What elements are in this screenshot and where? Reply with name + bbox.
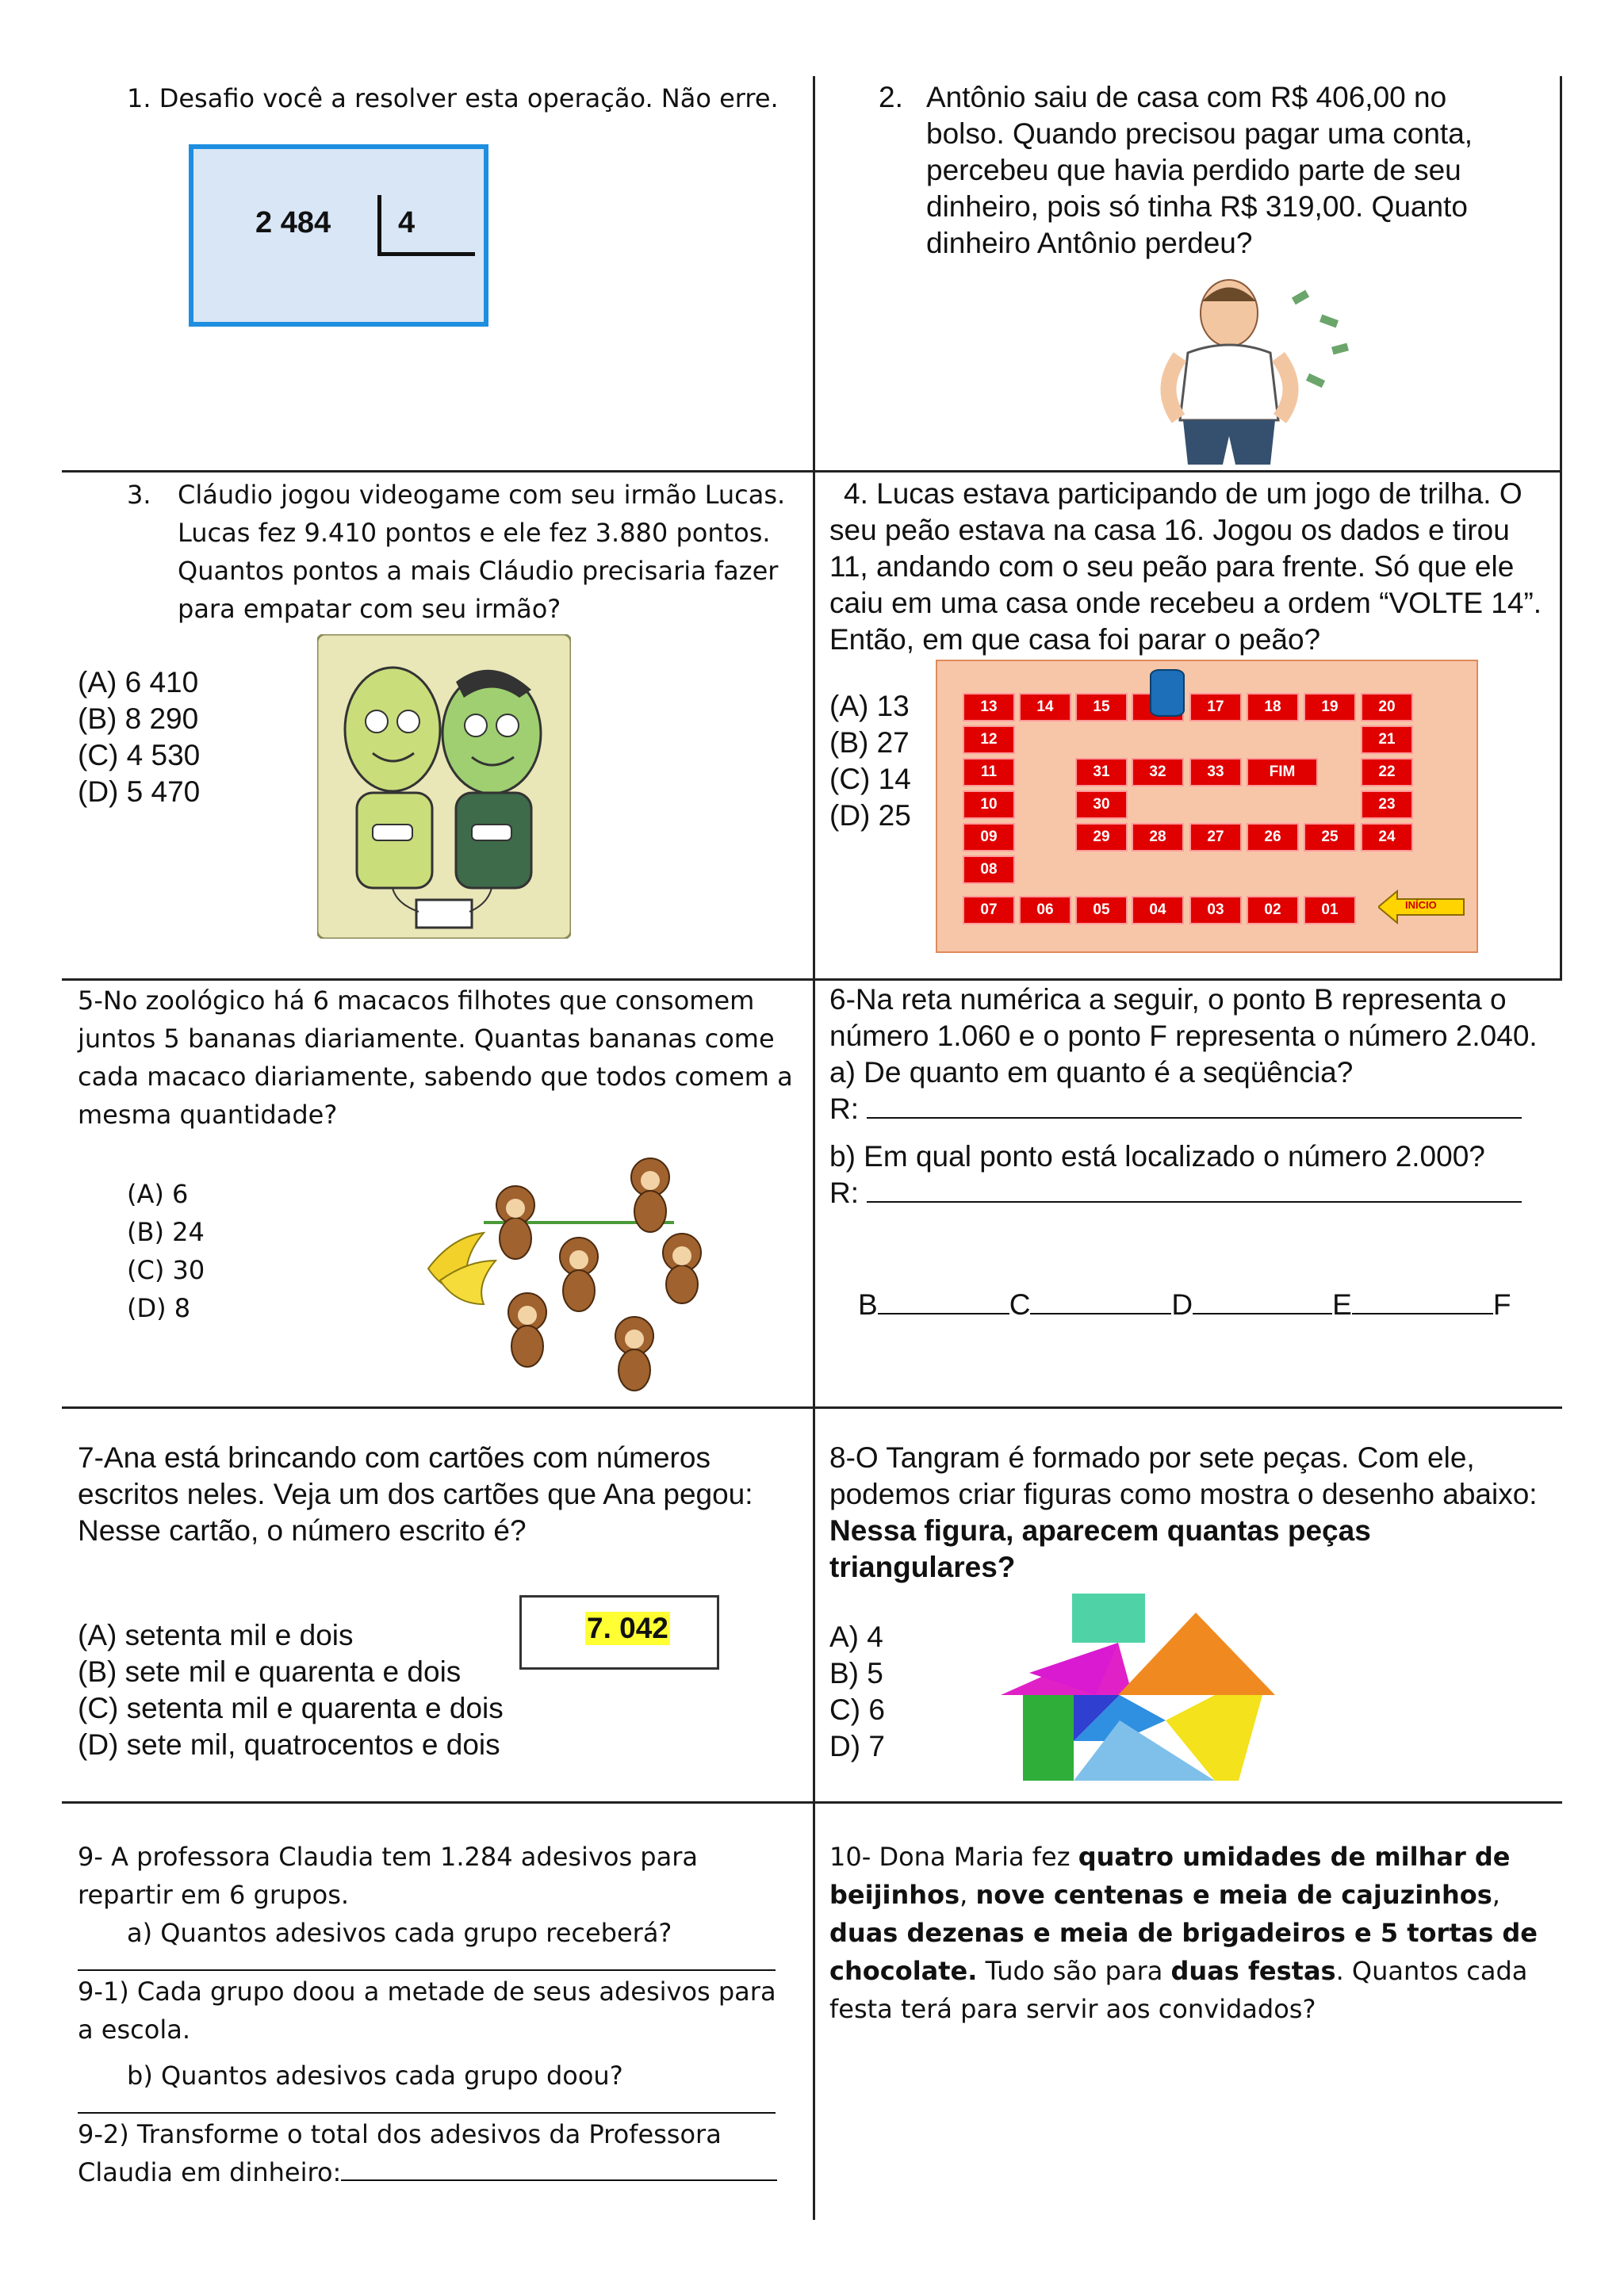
card-number: 7. 042 xyxy=(587,1612,668,1644)
question-4-text: 4. Lucas estava participando de um jogo de trilha. O seu peão estava na casa 16. Jogou os dados e tirou 11, andando com o seu peão para frente. Só que ele caiu em uma casa onde recebeu a ordem “VOLTE 14”. Então, em que casa foi parar o peão? xyxy=(829,477,1542,656)
segment xyxy=(878,1313,1009,1314)
option-a[interactable]: (A) 13 xyxy=(829,690,910,722)
question-3-number: 3. xyxy=(127,480,151,510)
monkeys-and-bananas-illustration xyxy=(420,1142,753,1395)
question-10 xyxy=(829,1838,1543,2028)
question-3-options xyxy=(78,664,316,810)
division-card xyxy=(189,144,488,327)
question-3 xyxy=(127,476,801,628)
board-cell: 28 xyxy=(1132,823,1184,851)
option-d[interactable]: (D) 8 xyxy=(127,1293,191,1323)
option-d[interactable]: (D) sete mil, quatrocentos e dois xyxy=(78,1728,500,1761)
division-bracket xyxy=(377,195,475,256)
q10-bold: quatro umidades de milhar de beijinhos xyxy=(829,1842,1511,1910)
question-8-prompt: Nessa figura, aparecem quantas peças triangulares? xyxy=(829,1514,1371,1583)
option-c[interactable]: (C) 4 530 xyxy=(78,739,201,771)
point-d: D xyxy=(1171,1288,1193,1321)
option-a[interactable]: A) 4 xyxy=(829,1621,883,1653)
divisor: 4 xyxy=(398,206,416,239)
q10-bold: nove centenas e meia de cajuzinhos xyxy=(975,1880,1492,1910)
q10-part: 10- Dona Maria fez xyxy=(829,1842,1078,1872)
option-b[interactable]: B) 5 xyxy=(829,1657,883,1689)
board-cell: 09 xyxy=(963,823,1015,851)
row-divider-2 xyxy=(62,978,1562,981)
question-7 xyxy=(78,1440,791,1549)
question-9-1-text: 9-1) Cada grupo doou a metade de seus adesivos para a escola. xyxy=(78,1976,776,2045)
answer-prefix: R: xyxy=(829,1177,859,1209)
question-2 xyxy=(872,79,1522,262)
question-8-options xyxy=(829,1619,925,1765)
board-cell: 31 xyxy=(1075,758,1128,786)
right-border-top xyxy=(1560,76,1562,980)
question-9-2-label: Claudia em dinheiro: xyxy=(78,2157,342,2187)
board-cell: 05 xyxy=(1075,896,1128,924)
board-cell: 23 xyxy=(1361,790,1413,819)
point-f: F xyxy=(1492,1288,1511,1321)
option-b[interactable]: (B) 8 290 xyxy=(78,702,199,735)
board-cell: 29 xyxy=(1075,823,1128,851)
board-cell: 12 xyxy=(963,725,1015,754)
board-cell: 08 xyxy=(963,855,1015,884)
tangram-house-illustration xyxy=(1001,1594,1289,1781)
answer-blank[interactable] xyxy=(341,2179,777,2181)
question-8 xyxy=(829,1440,1553,1586)
board-cell: 25 xyxy=(1304,823,1356,851)
segment xyxy=(1352,1313,1493,1314)
center-divider xyxy=(813,76,815,2220)
question-9-text: 9- A professora Claudia tem 1.284 adesivos para repartir em 6 grupos. xyxy=(78,1842,698,1910)
board-cell: 10 xyxy=(963,790,1015,819)
q10-part: , xyxy=(1492,1880,1500,1910)
answer-line-b[interactable] xyxy=(78,2095,776,2114)
option-c[interactable]: (C) 14 xyxy=(829,763,911,795)
question-5 xyxy=(78,982,803,1134)
q10-part: , xyxy=(959,1880,976,1910)
board-cell: 04 xyxy=(1132,896,1184,924)
option-b[interactable]: (B) sete mil e quarenta e dois xyxy=(78,1655,462,1688)
question-5-text: 5-No zoológico há 6 macacos filhotes que consomem juntos 5 bananas diariamente. Quantas bananas come cada macaco diariamente, sabendo que todos comem a mesma quantidade? xyxy=(78,985,793,1130)
question-5-options xyxy=(127,1175,285,1327)
answer-line-a[interactable] xyxy=(78,1952,776,1971)
row-divider-4 xyxy=(62,1801,1562,1804)
board-cell: 11 xyxy=(963,758,1015,786)
question-4-options xyxy=(829,688,925,834)
q10-bold: duas dezenas e meia de brigadeiros e 5 tortas de chocolate. xyxy=(829,1918,1538,1986)
board-cell: 03 xyxy=(1189,896,1242,924)
row-divider-3 xyxy=(62,1406,1562,1409)
answer-blank[interactable] xyxy=(867,1117,1522,1119)
board-cell: 02 xyxy=(1247,896,1299,924)
pawn-icon xyxy=(1150,669,1185,717)
option-d[interactable]: (D) 5 470 xyxy=(78,775,201,808)
dividend: 2 484 xyxy=(255,206,331,239)
q10-part: . Quantos cada festa terá para servir aos convidados? xyxy=(829,1956,1528,2024)
question-2-text: Antônio saiu de casa com R$ 406,00 no bolso. Quando precisou pagar uma conta, percebeu que havia perdido parte de seu dinheiro, pois só tinha R$ 319,00. Quanto dinheiro Antônio perdeu? xyxy=(926,81,1473,259)
board-cell-finish: FIM xyxy=(1247,758,1318,786)
answer-line-b[interactable] xyxy=(829,1175,1553,1211)
question-9-part-b: b) Quantos adesivos cada grupo doou? xyxy=(127,2061,623,2091)
board-cell: 17 xyxy=(1189,693,1242,721)
question-2-number: 2. xyxy=(879,81,903,113)
boys-playing-videogame-illustration xyxy=(317,634,571,939)
answer-blank[interactable] xyxy=(867,1201,1522,1203)
start-label: INÍCIO xyxy=(1405,899,1437,911)
option-a[interactable]: (A) 6 410 xyxy=(78,666,199,698)
point-e: E xyxy=(1332,1288,1352,1321)
board-cell: 33 xyxy=(1189,758,1242,786)
q10-bold: duas festas xyxy=(1170,1956,1336,1986)
option-a[interactable]: (A) 6 xyxy=(127,1179,189,1209)
board-cell: 07 xyxy=(963,896,1015,924)
board-game xyxy=(936,660,1478,953)
option-d[interactable]: D) 7 xyxy=(829,1730,885,1762)
option-c[interactable]: (C) setenta mil e quarenta e dois xyxy=(78,1692,504,1724)
q10-part: Tudo são para xyxy=(977,1956,1171,1986)
number-line xyxy=(858,1287,1524,1323)
question-6-part-b: b) Em qual ponto está localizado o número 2.000? xyxy=(829,1140,1485,1173)
board-cell: 22 xyxy=(1361,758,1413,786)
man-illustration xyxy=(1094,277,1364,468)
option-c[interactable]: (C) 30 xyxy=(127,1255,205,1285)
board-cell: 20 xyxy=(1361,693,1413,721)
option-b[interactable]: (B) 24 xyxy=(127,1217,205,1247)
question-9-2-text: 9-2) Transforme o total dos adesivos da Professora xyxy=(78,2119,722,2149)
question-1-text: 1. Desafio você a resolver esta operação. Não erre. xyxy=(127,83,779,113)
option-c[interactable]: C) 6 xyxy=(829,1693,885,1726)
point-c: C xyxy=(1009,1288,1031,1321)
question-1 xyxy=(127,79,809,117)
board-cell: 32 xyxy=(1132,758,1184,786)
board-cell: 06 xyxy=(1019,896,1071,924)
option-b[interactable]: (B) 27 xyxy=(829,726,910,759)
board-cell: 30 xyxy=(1075,790,1128,819)
question-6 xyxy=(829,982,1553,1211)
board-cell: 19 xyxy=(1304,693,1356,721)
board-cell: 24 xyxy=(1361,823,1413,851)
board-cell: 15 xyxy=(1075,693,1128,721)
question-9-2-line xyxy=(78,2153,807,2191)
board-cell: 21 xyxy=(1361,725,1413,754)
question-6-part-a: a) De quanto em quanto é a seqüência? xyxy=(829,1056,1354,1089)
question-9-part-a: a) Quantos adesivos cada grupo receberá? xyxy=(127,1918,672,1948)
point-b: B xyxy=(858,1288,878,1321)
answer-prefix: R: xyxy=(829,1093,859,1125)
option-a[interactable]: (A) setenta mil e dois xyxy=(78,1619,354,1651)
board-cell: 18 xyxy=(1247,693,1299,721)
question-8-text: 8-O Tangram é formado por sete peças. Com ele, podemos criar figuras como mostra o desenho abaixo: xyxy=(829,1441,1538,1510)
board-inner xyxy=(937,661,1477,951)
option-d[interactable]: (D) 25 xyxy=(829,799,911,832)
board-cell: 27 xyxy=(1189,823,1242,851)
start-arrow xyxy=(1378,890,1465,924)
question-3-text: Cláudio jogou videogame com seu irmão Lucas. Lucas fez 9.410 pontos e ele fez 3.880 pontos. Quantos pontos a mais Cláudio precisaria fazer para empatar com seu irmão? xyxy=(178,480,786,624)
board-cell: 14 xyxy=(1019,693,1071,721)
board-cell: 13 xyxy=(963,693,1015,721)
board-cell: 26 xyxy=(1247,823,1299,851)
segment xyxy=(1193,1313,1332,1314)
question-4 xyxy=(829,476,1553,658)
board-cell: 01 xyxy=(1304,896,1356,924)
question-7-options xyxy=(78,1617,593,1763)
segment xyxy=(1030,1313,1171,1314)
question-7-text: 7-Ana está brincando com cartões com números escritos neles. Veja um dos cartões que Ana pegou: Nesse cartão, o número escrito é? xyxy=(78,1441,753,1547)
question-9 xyxy=(78,1838,807,2191)
row-divider-1 xyxy=(62,470,1562,473)
question-10-text xyxy=(829,1838,1543,2028)
question-6-text: 6-Na reta numérica a seguir, o ponto B representa o número 1.060 e o ponto F representa o número 2.040. xyxy=(829,983,1538,1052)
answer-line-a[interactable] xyxy=(829,1091,1553,1127)
